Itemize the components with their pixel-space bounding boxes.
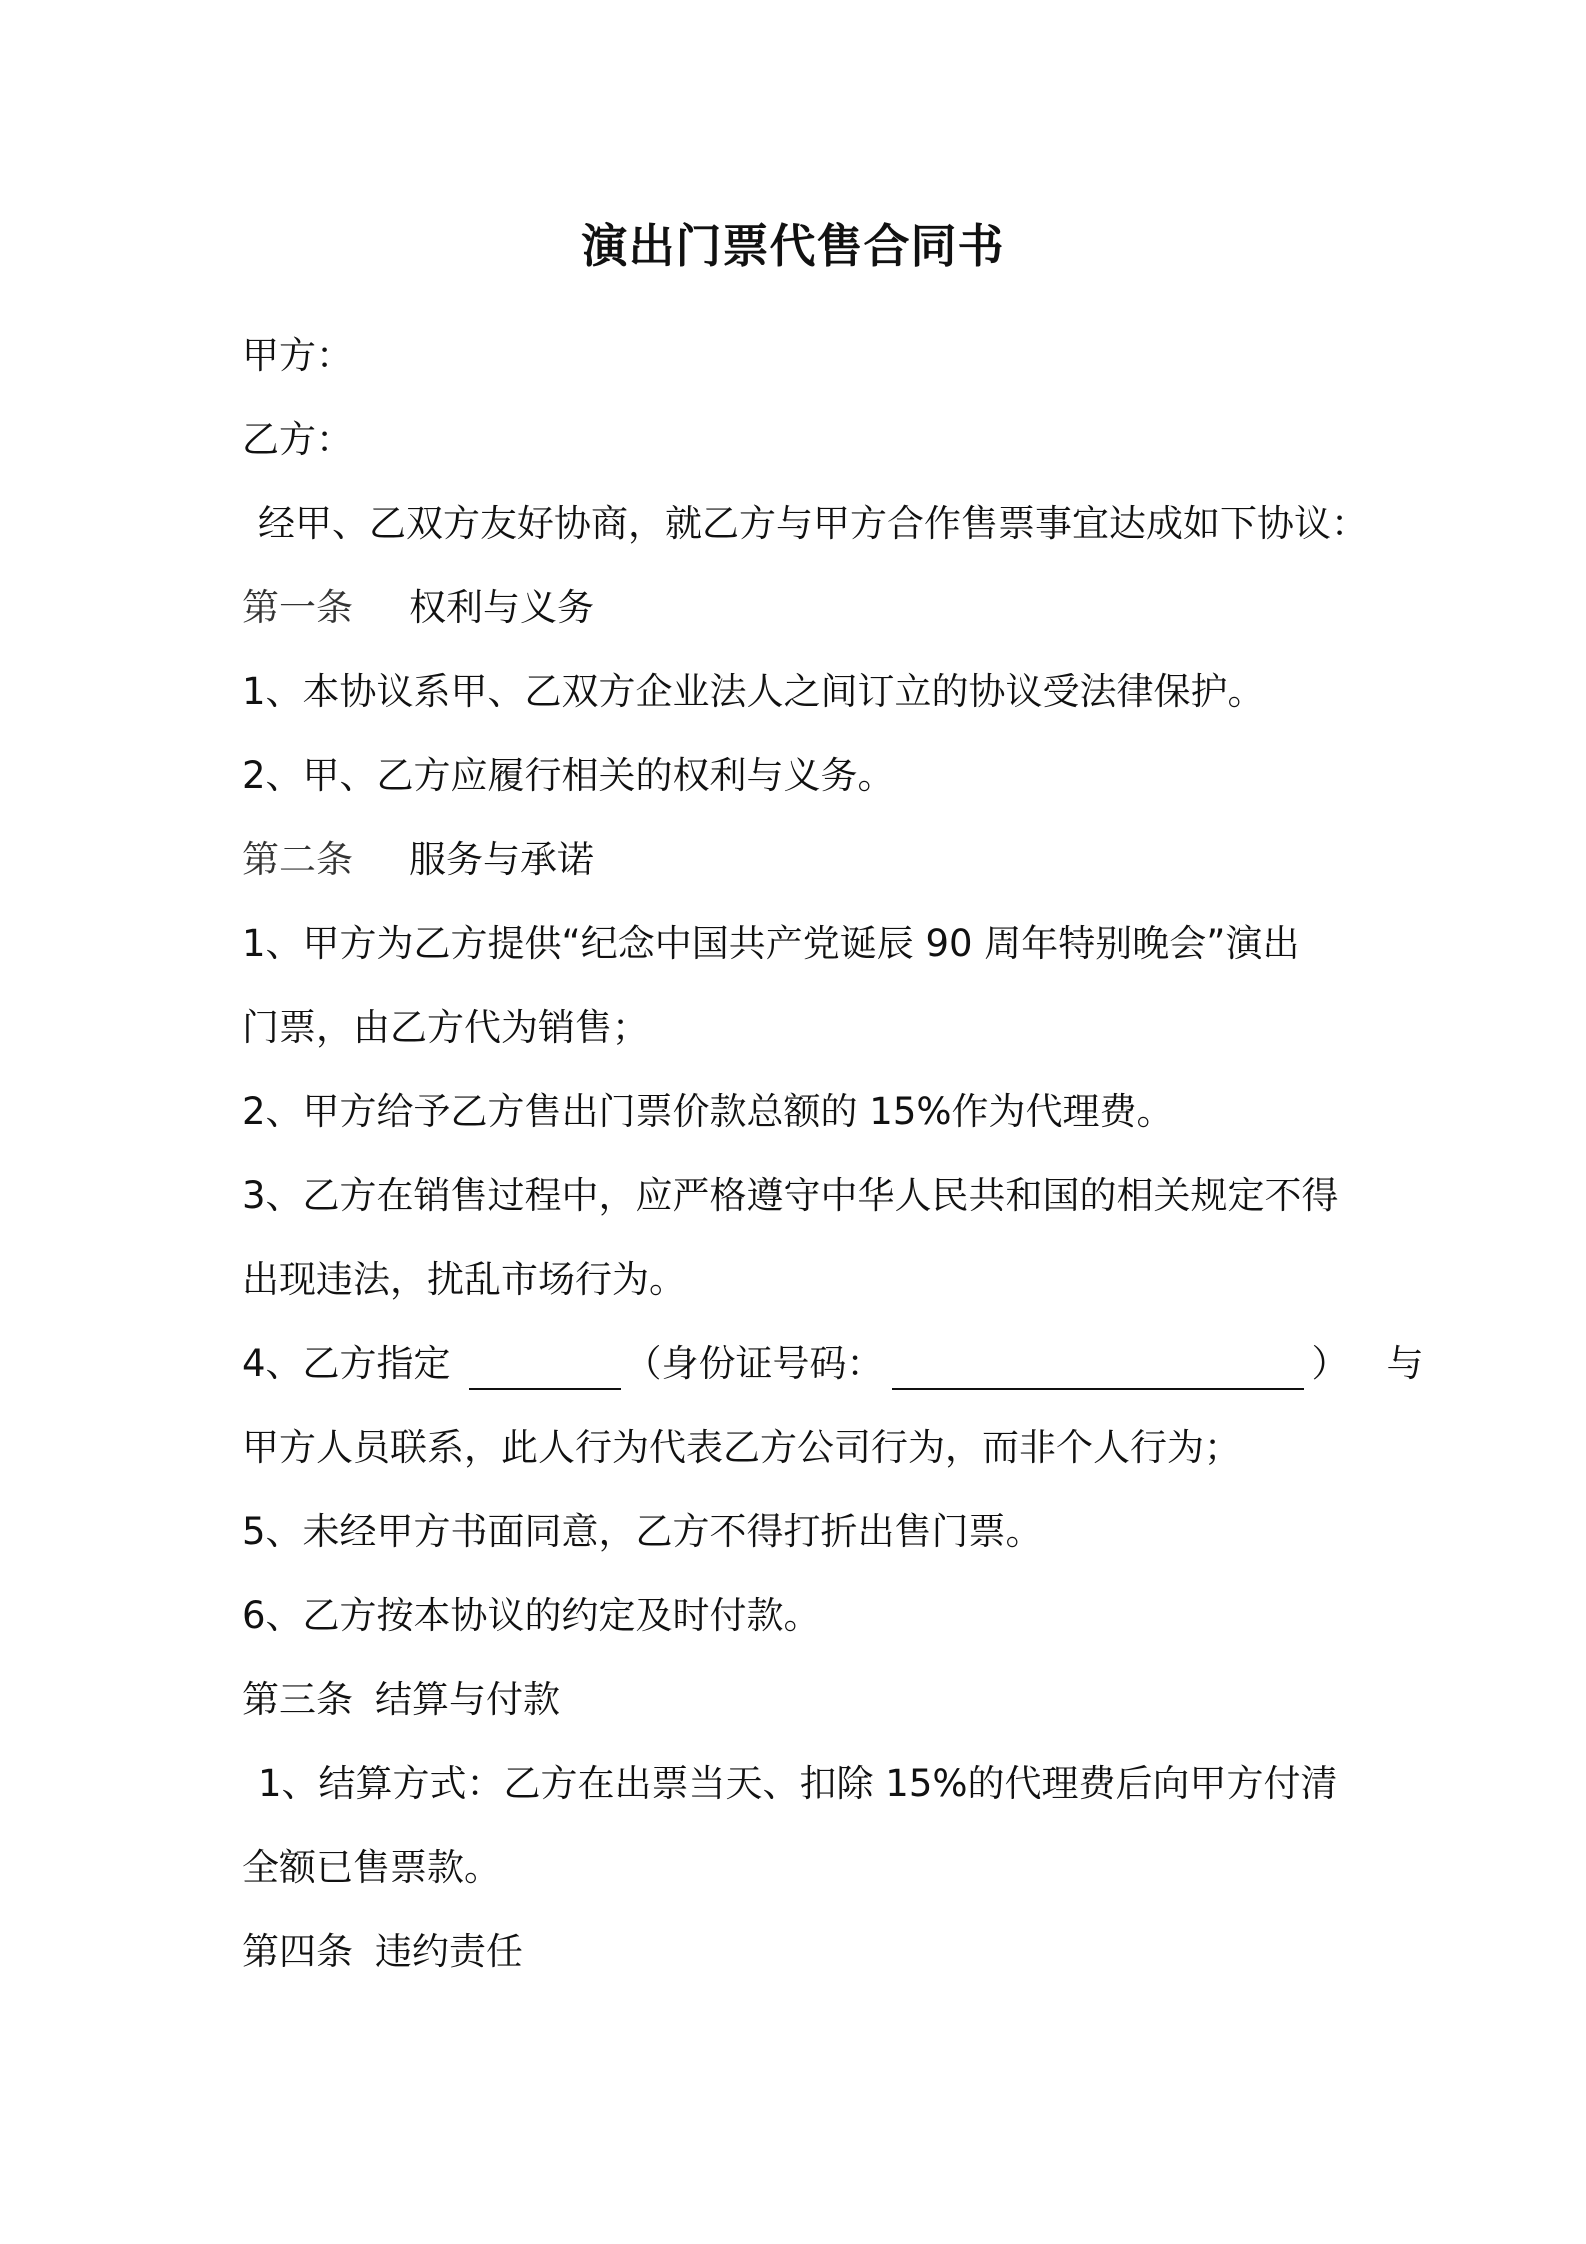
article3-title: 结算与付款 [375, 1678, 560, 1721]
article1-title: 权利与义务 [409, 586, 594, 629]
item4-close-paren: ） [1311, 1342, 1349, 1385]
id-number-blank[interactable] [892, 1344, 1304, 1390]
article2-item3-line1: 3、乙方在销售过程中，应严格遵守中华人民共和国的相关规定不得 [242, 1174, 1339, 1217]
party-b-label: 乙方： [242, 418, 353, 461]
article2-title: 服务与承诺 [409, 838, 594, 881]
article2-item3-line2: 出现违法，扰乱市场行为。 [242, 1258, 686, 1301]
article1-heading [242, 582, 594, 634]
article2-heading [242, 834, 594, 886]
item4-id-label: （身份证号码： [624, 1342, 884, 1385]
item4-prefix: 4、乙方指定 [242, 1342, 451, 1385]
item4-suffix: 与 [1386, 1342, 1424, 1385]
article2-item1-line1: 1、甲方为乙方提供“纪念中国共产党诞辰 90 周年特别晚会”演出 [242, 922, 1300, 965]
article2-item4-line2: 甲方人员联系，此人行为代表乙方公司行为，而非个人行为； [242, 1426, 1241, 1469]
article2-item4-line1 [242, 1338, 1424, 1390]
article2-item6: 6、乙方按本协议的约定及时付款。 [242, 1594, 821, 1637]
article3-number: 第三条 [242, 1678, 353, 1721]
contact-name-blank[interactable] [469, 1344, 621, 1390]
party-a-label: 甲方： [242, 334, 353, 377]
article1-item1: 1、本协议系甲、乙双方企业法人之间订立的协议受法律保护。 [242, 670, 1265, 713]
article3-heading [242, 1674, 560, 1726]
article2-item2: 2、甲方给予乙方售出门票价款总额的 15%作为代理费。 [242, 1090, 1174, 1133]
article4-heading [242, 1926, 523, 1978]
article2-item1-line2: 门票，由乙方代为销售； [242, 1006, 649, 1049]
page-title: 演出门票代售合同书 [581, 219, 1005, 273]
article3-item1-line2: 全额已售票款。 [242, 1846, 501, 1889]
intro-paragraph: 经甲、乙双方友好协商，就乙方与甲方合作售票事宜达成如下协议： [258, 502, 1368, 545]
article3-item1-line1: 1、结算方式：乙方在出票当天、扣除 15%的代理费后向甲方付清 [258, 1762, 1338, 1805]
article4-title: 违约责任 [375, 1930, 523, 1973]
article2-number: 第二条 [242, 838, 353, 881]
article1-item2: 2、甲、乙方应履行相关的权利与义务。 [242, 754, 895, 797]
article4-number: 第四条 [242, 1930, 353, 1973]
article1-number: 第一条 [242, 586, 353, 629]
article2-item5: 5、未经甲方书面同意，乙方不得打折出售门票。 [242, 1510, 1043, 1553]
